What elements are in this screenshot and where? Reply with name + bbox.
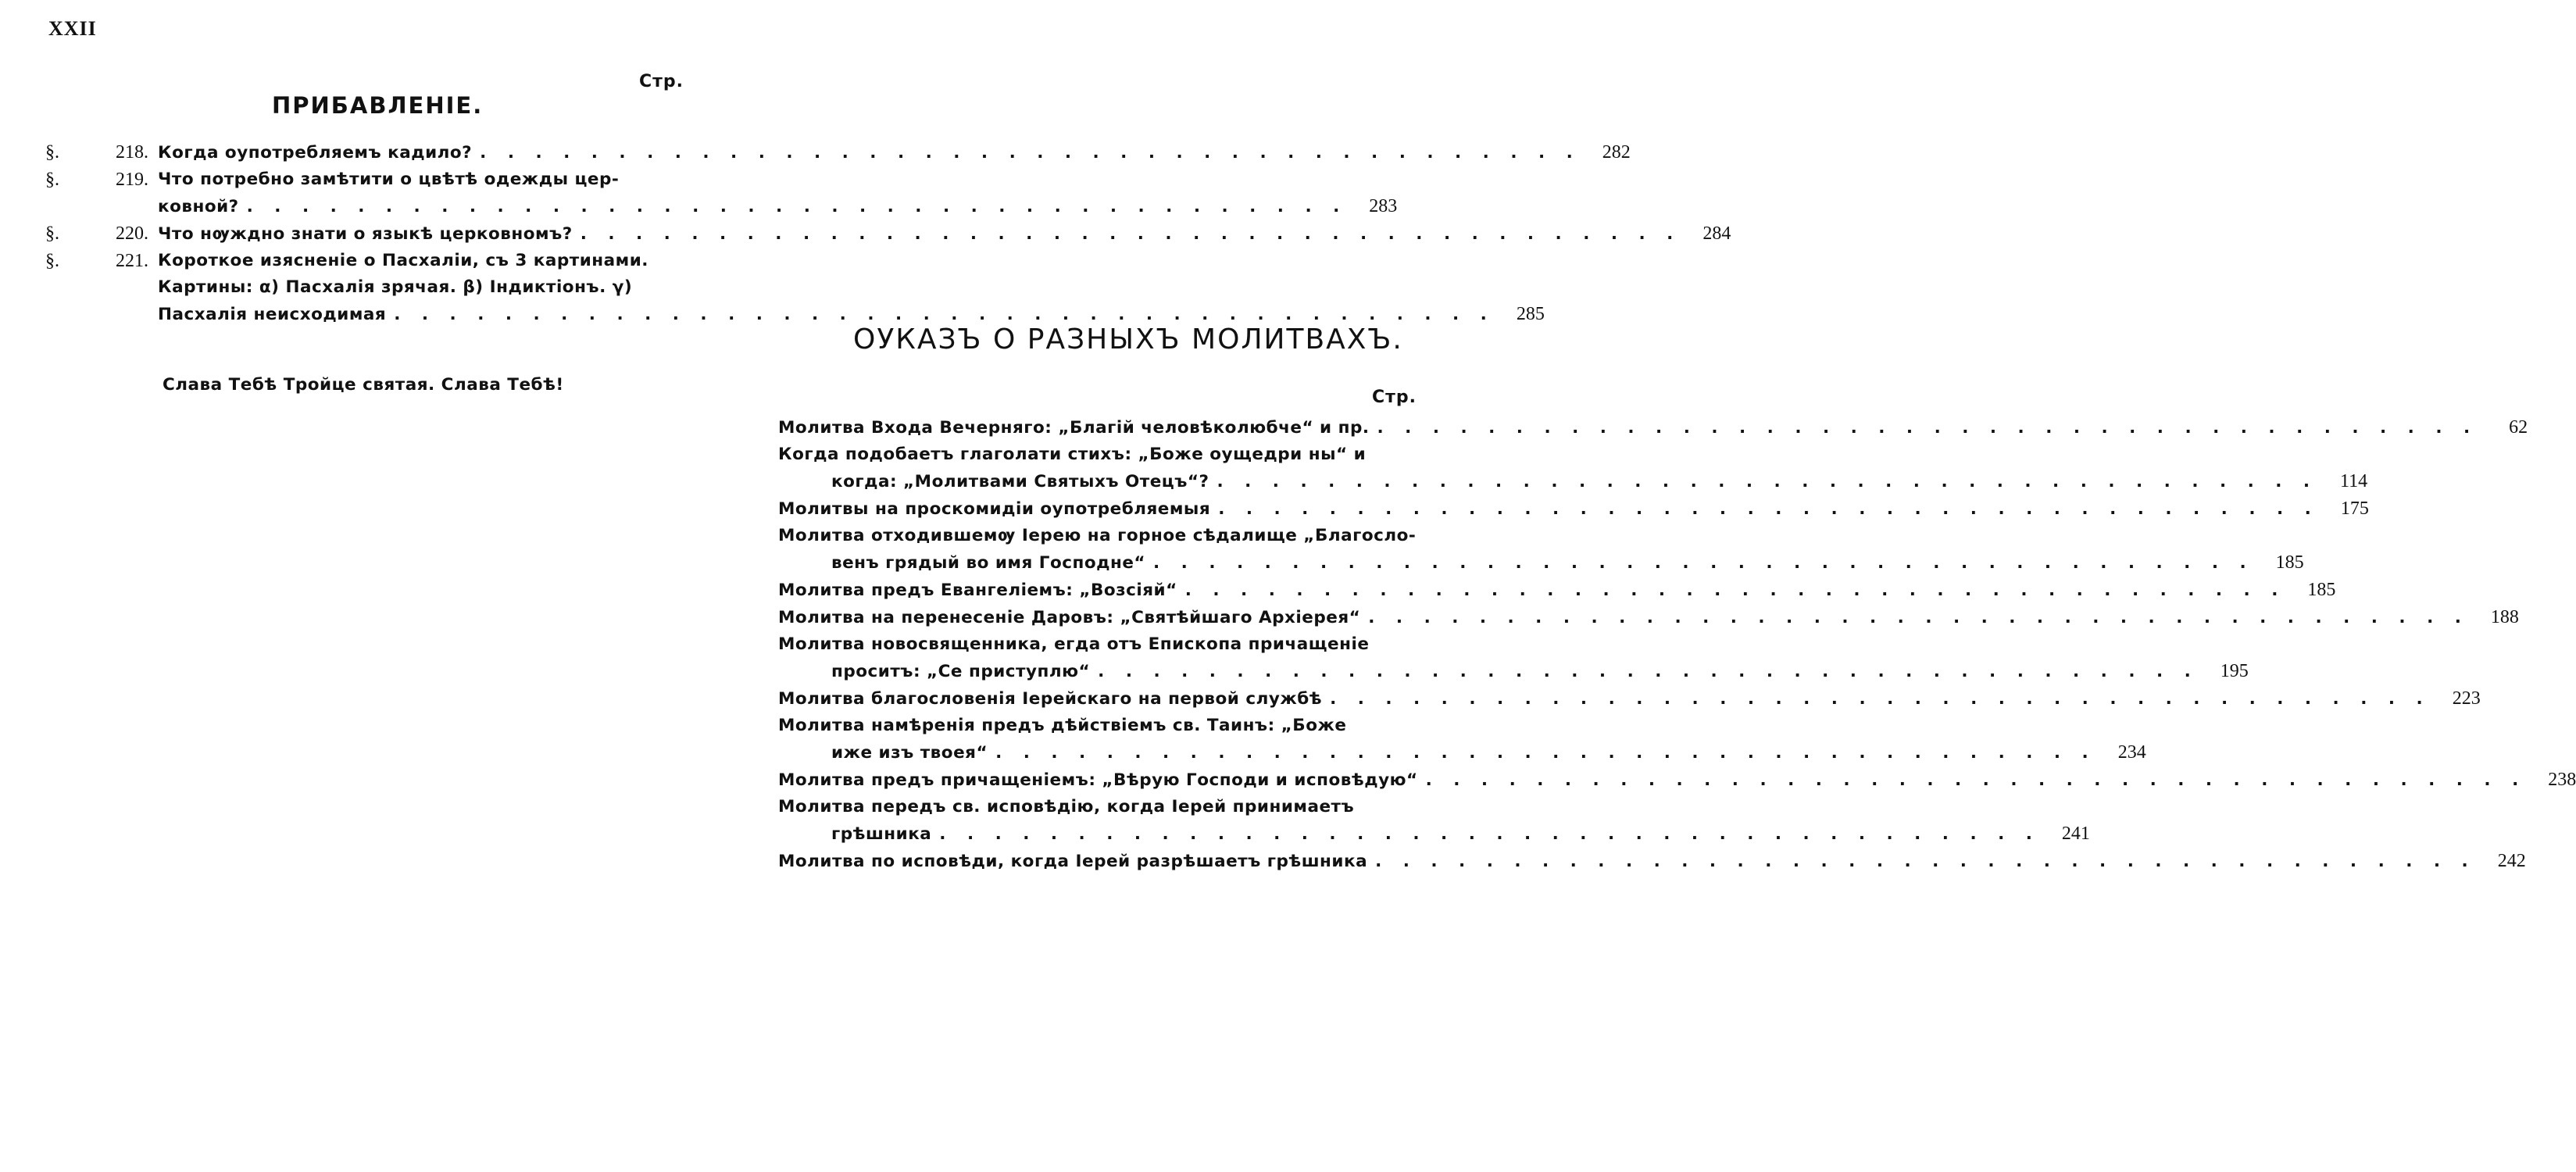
toc-entry-title: Молитва предъ причащеніемъ: „Вѣрую Господи и исповѣдую“ (778, 770, 1418, 790)
toc-entry-title: Молитва на перенесеніе Даровъ: „Святѣйшаго Архіерея“ (778, 608, 1361, 627)
toc-page-number: 195 (2220, 661, 2249, 681)
toc-entry-title: венъ грядый во имя Господне“ (831, 553, 1146, 573)
leader-dots: . . . . . . . . . . . . . . . . . . . . . . . . . . . . . . . . . . . . . . . . (995, 743, 2096, 763)
toc-entry (45, 166, 1398, 220)
toc-page-number: 175 (2340, 498, 2369, 519)
prayer-entry (778, 848, 2526, 875)
page-column-header: Стр. (639, 72, 684, 91)
toc-page-number: 238 (2548, 770, 2576, 790)
section-number: 221. (116, 251, 148, 271)
prayer-entry (778, 794, 2090, 848)
section-number: 220. (116, 223, 148, 244)
section-number: 218. (116, 142, 148, 163)
toc-last-line (778, 848, 2526, 875)
toc-entry-title: Молитва по исповѣди, когда Іерей разрѣшаетъ грѣшника (778, 852, 1368, 871)
toc-page-number: 285 (1516, 304, 1545, 324)
section-sign: §. (45, 170, 59, 190)
leader-dots: . . . . . . . . . . . . . . . . . . . . . . . . . . . . . . . . . . . . . . . . (1184, 581, 2286, 600)
section-sign: §. (45, 142, 59, 163)
toc-entry-title: иже изъ твоея“ (831, 743, 988, 763)
toc-text-line: Что потребно замѣтити о цвѣтѣ одежды цер- (158, 170, 620, 189)
toc-entry-title: Молитва благословенія Іерейскаго на первой службѣ (778, 689, 1323, 709)
toc-last-line (778, 820, 2090, 848)
prayer-index-title: ОУКАЗЪ О РАЗНЫХЪ МОЛИТВАХЪ. (853, 323, 1403, 356)
prayer-entry (778, 604, 2519, 631)
toc-entry-title: Когда оупотребляемъ кадило? (158, 143, 473, 163)
toc-text-line: Молитва новосвященника, егда отъ Епископа причащеніе (778, 634, 1370, 654)
toc-page-number: 62 (2509, 417, 2528, 438)
toc-entry-title: Что нѹждно знати о языкѣ церковномъ? (158, 224, 573, 244)
page-column-header: Стр. (1372, 388, 1417, 407)
toc-last-line (778, 577, 2336, 604)
toc-page-number: 223 (2452, 688, 2481, 709)
toc-text-line: Молитва намѣренія предъ дѣйствіемъ св. Таинъ: „Боже (778, 716, 1347, 735)
toc-entry-title: ковной? (158, 197, 239, 216)
leader-dots: . . . . . . . . . . . . . . . . . . . . . . . . . . . . . . . . . . . . . . . . (1098, 662, 2199, 681)
toc-page-number: 282 (1602, 142, 1631, 163)
leader-dots: . . . . . . . . . . . . . . . . . . . . . . . . . . . . . . . . . . . . . . . . (1217, 472, 2318, 491)
prayer-entry (778, 631, 2249, 685)
toc-page-number: 185 (2307, 580, 2336, 600)
toc-page-number: 241 (2061, 824, 2090, 844)
toc-last-line (778, 685, 2481, 713)
leader-dots: . . . . . . . . . . . . . . . . . . . . . . . . . . . . . . . . . . . . . . . . (1375, 852, 2476, 871)
leader-dots: . . . . . . . . . . . . . . . . . . . . . . . . . . . . . . . . . . . . . . . . (580, 224, 1681, 244)
toc-entry (45, 139, 1631, 166)
toc-text-line: Молитва передъ св. исповѣдію, когда Іерей принимаетъ (778, 797, 1355, 816)
toc-last-line (778, 739, 2146, 766)
toc-text-line: Короткое изясненіе о Пасхаліи, съ 3 картинами. (158, 251, 648, 270)
toc-page-number: 242 (2497, 851, 2526, 871)
toc-entry-title: проситъ: „Се приступлю“ (831, 662, 1091, 681)
toc-page-number: 185 (2275, 552, 2304, 573)
leader-dots: . . . . . . . . . . . . . . . . . . . . . . . . . . . . . . . . . . . . . . . . (1368, 608, 2469, 627)
section-sign: §. (45, 223, 59, 244)
toc-last-line (778, 604, 2519, 631)
section-number: 219. (116, 170, 148, 190)
toc-text-line: Молитва отходившемѹ Іерею на горное сѣдалище „Благосло- (778, 526, 1417, 545)
toc-text-line: Когда подобаетъ глаголати стихъ: „Боже оущедри ны“ и (778, 445, 1367, 464)
leader-dots: . . . . . . . . . . . . . . . . . . . . . . . . . . . . . . . . . . . . . . . . (480, 143, 1581, 163)
appendix-toc (45, 139, 1731, 328)
toc-page-number: 283 (1369, 196, 1398, 216)
leader-dots: . . . . . . . . . . . . . . . . . . . . . . . . . . . . . . . . . . . . . . . . (1218, 499, 2319, 519)
leader-dots: . . . . . . . . . . . . . . . . . . . . . . . . . . . . . . . . . . . . . . . . (394, 305, 1495, 324)
prayer-entry (778, 523, 2304, 577)
toc-page-number: 114 (2340, 471, 2368, 491)
toc-entry-title: грѣшника (831, 824, 932, 844)
prayer-entry (778, 495, 2369, 523)
section-title: ПРИБАВЛЕНІЕ. (272, 92, 484, 119)
toc-entry-title: Молитва Входа Вечерняго: „Благій человѣколюбче“ и пр. (778, 418, 1370, 438)
leader-dots: . . . . . . . . . . . . . . . . . . . . . . . . . . . . . . . . . . . . . . . . (1153, 553, 2254, 573)
prayer-entry (778, 441, 2368, 495)
toc-page-number: 188 (2490, 607, 2519, 627)
toc-last-line (778, 658, 2249, 685)
toc-entry-title: Пасхалія неисходимая (158, 305, 387, 324)
toc-last-line (778, 549, 2304, 577)
toc-text-line: Картины: α) Пасхалія зрячая. β) Індиктіонъ. γ) (158, 277, 633, 297)
leader-dots: . . . . . . . . . . . . . . . . . . . . . . . . . . . . . . . . . . . . . . . . (1330, 689, 2431, 709)
leader-dots: . . . . . . . . . . . . . . . . . . . . . . . . . . . . . . . . . . . . . . . . (246, 197, 1348, 216)
leader-dots: . . . . . . . . . . . . . . . . . . . . . . . . . . . . . . . . . . . . . . . . (939, 824, 2040, 844)
toc-entry (45, 220, 1731, 248)
page-number: XXII (48, 17, 97, 40)
prayer-entry (778, 685, 2481, 713)
prayer-index-toc (778, 414, 2576, 875)
toc-page-number: 284 (1702, 223, 1731, 244)
prayer-entry (778, 577, 2336, 604)
toc-page-number: 234 (2117, 742, 2146, 763)
toc-last-line (778, 766, 2576, 794)
toc-entry (45, 248, 1545, 328)
leader-dots: . . . . . . . . . . . . . . . . . . . . . . . . . . . . . . . . . . . . . . . . (1377, 418, 2478, 438)
toc-entry-title: Молитвы на проскомидіи оупотребляемыя (778, 499, 1211, 519)
prayer-entry (778, 713, 2146, 766)
section-sign: §. (45, 251, 59, 271)
toc-last-line (778, 468, 2368, 495)
toc-last-line (778, 495, 2369, 523)
closing-doxology: Слава Тебѣ Тройце святая. Слава Тебѣ! (163, 375, 564, 395)
toc-entry-title: Молитва предъ Евангеліемъ: „Возсіяй“ (778, 581, 1177, 600)
toc-last-line (778, 414, 2528, 441)
prayer-entry (778, 414, 2528, 441)
toc-entry-title: когда: „Молитвами Святыхъ Отецъ“? (831, 472, 1209, 491)
leader-dots: . . . . . . . . . . . . . . . . . . . . . . . . . . . . . . . . . . . . . . . . (1425, 770, 2527, 790)
prayer-entry (778, 766, 2576, 794)
